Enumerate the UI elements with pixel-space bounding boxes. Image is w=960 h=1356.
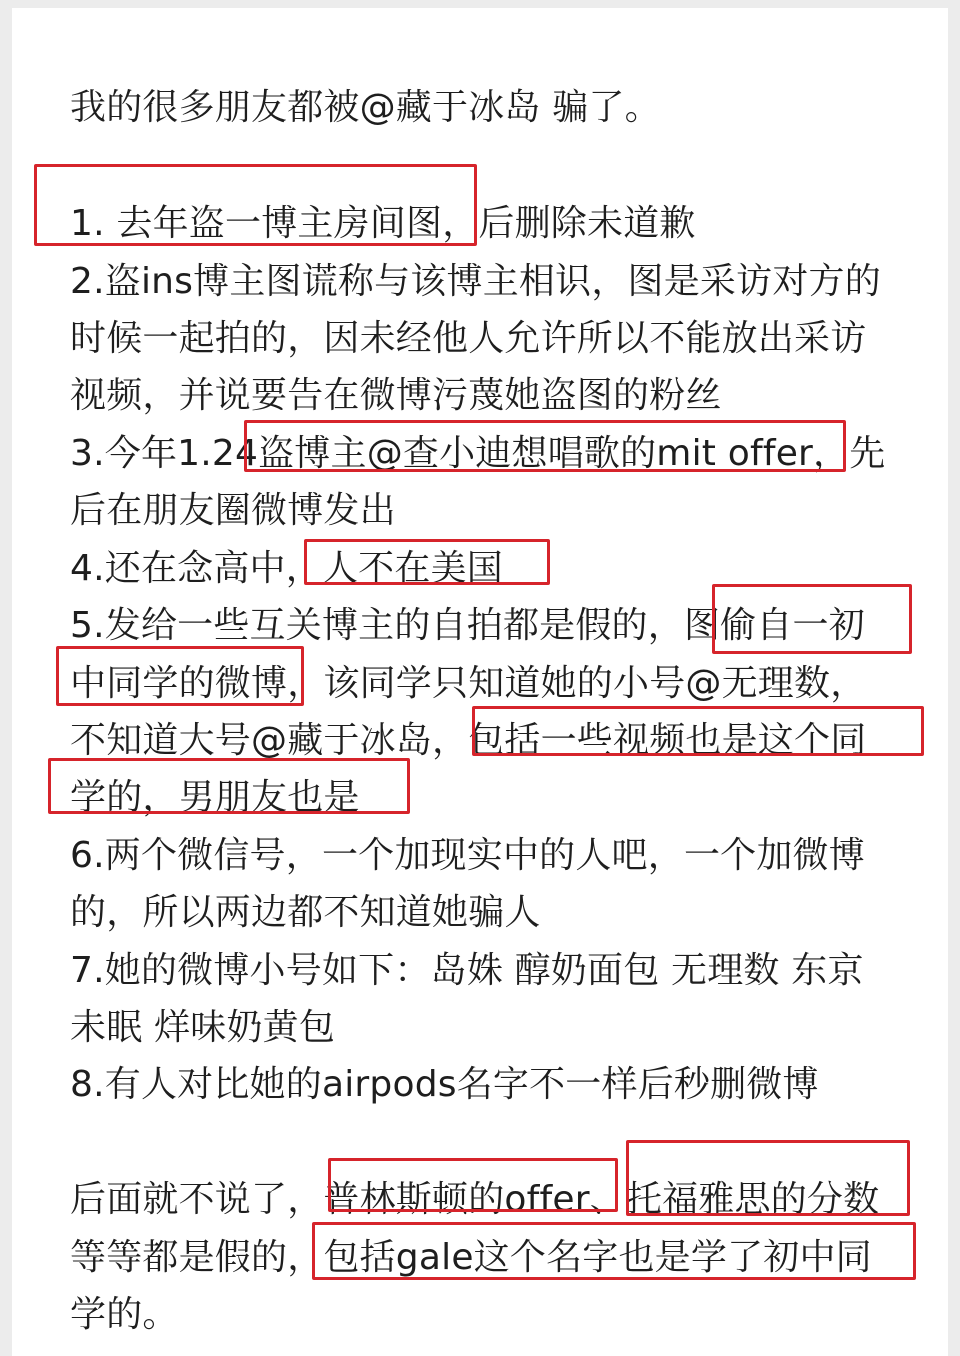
post-line: 后在朋友圈微博发出 bbox=[70, 490, 396, 531]
post-line: 学的，男朋友也是 bbox=[70, 777, 360, 818]
post-card bbox=[12, 8, 948, 1356]
post-line: 学的。 bbox=[70, 1294, 179, 1335]
post-line: 1. 去年盗一博主房间图，后删除未道歉 bbox=[70, 203, 696, 244]
highlight-box bbox=[48, 758, 410, 814]
highlight-box bbox=[472, 706, 924, 756]
post-line: 视频，并说要告在微博污蔑她盗图的粉丝 bbox=[70, 375, 722, 416]
post-line: 不知道大号@藏于冰岛，包括一些视频也是这个同 bbox=[70, 720, 867, 761]
highlight-box bbox=[312, 1222, 916, 1280]
highlight-box bbox=[328, 1158, 618, 1212]
post-line: 6.两个微信号，一个加现实中的人吧，一个加微博 bbox=[70, 835, 865, 876]
highlight-box bbox=[244, 420, 846, 472]
highlight-box bbox=[712, 584, 912, 654]
post-line: 我的很多朋友都被@藏于冰岛 骗了。 bbox=[70, 87, 661, 128]
post-line: 5.发给一些互关博主的自拍都是假的，图偷自一初 bbox=[70, 605, 865, 646]
highlight-box bbox=[56, 646, 304, 706]
highlight-box bbox=[304, 539, 550, 585]
post-line: 7.她的微博小号如下：岛姝 醇奶面包 无理数 东京 bbox=[70, 950, 864, 991]
post-line: 等等都是假的，包括gale这个名字也是学了初中同 bbox=[70, 1237, 872, 1278]
highlight-box bbox=[34, 164, 477, 246]
post-line: 时候一起拍的，因未经他人允许所以不能放出采访 bbox=[70, 318, 867, 359]
highlight-box bbox=[626, 1140, 910, 1216]
post-line: 3.今年1.24盗博主@查小迪想唱歌的mit offer，先 bbox=[70, 433, 886, 474]
post-line: 2.盗ins博主图谎称与该博主相识，图是采访对方的 bbox=[70, 261, 881, 302]
post-line: 中同学的微博，该同学只知道她的小号@无理数， bbox=[70, 663, 867, 704]
post-line: 未眠 烊味奶黄包 bbox=[70, 1007, 336, 1048]
post-line: 8.有人对比她的airpods名字不一样后秒删微博 bbox=[70, 1064, 819, 1105]
post-line: 的，所以两边都不知道她骗人 bbox=[70, 892, 541, 933]
post-line: 4.还在念高中，人不在美国 bbox=[70, 548, 503, 589]
post-line: 后面就不说了，普林斯顿的offer、托福雅思的分数 bbox=[70, 1179, 880, 1220]
